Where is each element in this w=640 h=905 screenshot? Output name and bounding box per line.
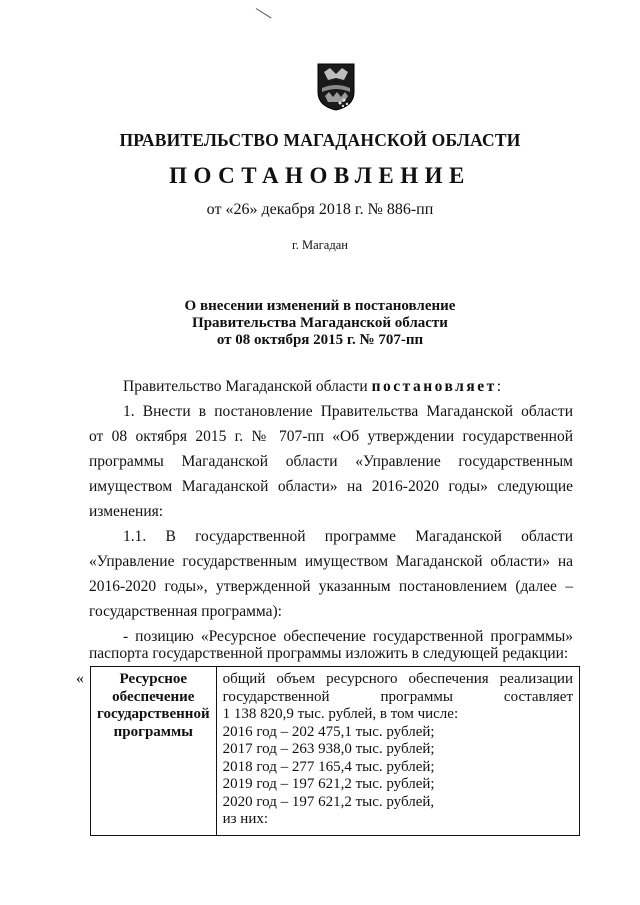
program-passport-table [90,666,580,836]
document-type-title: ПОСТАНОВЛЕНИЕ [169,163,471,188]
decree-city: г. Магадан [292,238,348,252]
coat-of-arms-emblem-icon [316,62,356,112]
funding-total-line: 1 138 820,9 тыс. рублей, в том числе: [222,706,459,722]
funding-total-line: государственной программы составляет [222,688,573,705]
subject-line: от 08 октября 2015 г. № 707-пп [216,332,424,348]
label-line: государственной [97,706,210,722]
intro-paragraph [123,374,501,399]
item1-1-line: «Управление государственным имуществом Магаданской области» на [89,553,573,570]
item1-line: программы Магаданской области «Управление государственным [89,453,573,470]
resource-provision-label-cell [91,667,217,836]
of-them-line: из них: [222,811,269,827]
item1-line: изменения: [89,503,164,520]
funding-year-line: 2018 год – 277 165,4 тыс. рублей; [222,758,435,775]
funding-year-line: 2019 год – 197 621,2 тыс. рублей; [222,776,435,792]
intro-suffix: : [496,378,502,395]
label-line: обеспечение [112,688,195,705]
subject-line: Правительства Магаданской области [192,315,448,331]
label-line: программы [113,723,193,740]
item1-1-line: государственная программа): [89,603,282,620]
funding-year-line: 2016 год – 202 475,1 тыс. рублей; [222,723,435,740]
intro-decrees-word: постановляет [371,378,497,395]
government-name: ПРАВИТЕЛЬСТВО МАГАДАНСКОЙ ОБЛАСТИ [119,130,521,150]
scan-artifact-mark [256,8,272,18]
item1-1-line: 2016-2020 годы», утвержденной указанным постановлением (далее – [89,578,573,595]
dash-item-line: паспорта государственной программы изложить в следующей редакции: [89,645,569,662]
subject-line: О внесении изменений в постановление [184,298,456,314]
item1-line: от 08 октября 2015 г. № 707-пп «Об утверждении государственной [89,428,573,445]
decree-date-number: от «26» декабря 2018 г. № 886-пп [206,201,434,218]
intro-prefix: Правительство Магаданской области [123,378,372,395]
dash-item-line: - позицию «Ресурсное обеспечение государственной программы» [123,628,573,645]
label-line: Ресурсное [119,671,188,687]
resource-provision-value-cell [216,667,579,836]
funding-total-line: общий объем ресурсного обеспечения реализации [222,671,573,687]
item1-1-line: 1.1. В государственной программе Магаданской области [123,528,573,545]
funding-year-line: 2020 год – 197 621,2 тыс. рублей, [222,793,435,810]
open-quote-mark: « [76,670,84,687]
table-row [91,667,580,836]
item1-line: 1. Внести в постановление Правительства Магаданской области [123,403,573,420]
item1-line: имуществом Магаданской области» на 2016-2020 годы» следующие [89,478,573,495]
funding-year-line: 2017 год – 263 938,0 тыс. рублей; [222,741,435,757]
decree-subject [0,298,640,349]
